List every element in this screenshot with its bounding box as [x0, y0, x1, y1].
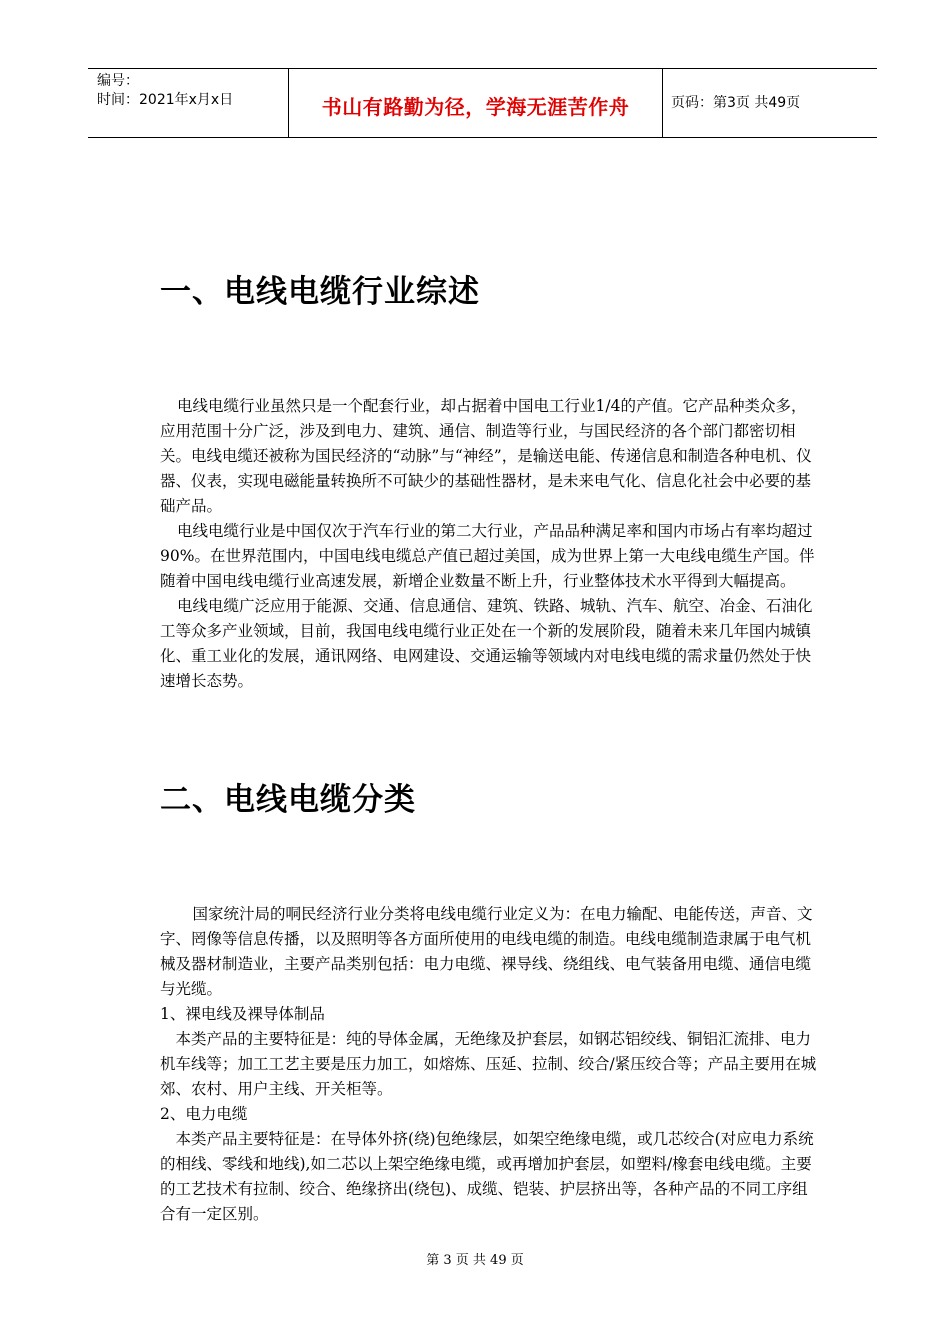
number-label: 编号： — [97, 73, 139, 89]
header-motto-cell — [288, 69, 663, 137]
header-page-cell — [663, 69, 877, 137]
section2-intro: 国家统汁局的哃民经济行业分类将电线电缆行业定义为：在电力输配、电能传送，声音、文字、罔像等信息传播，以及照明等各方面所使用的电线电缆的制造。电线电缆制造隶属于电气机械及器材制造业，主要产品类别包括：电力电缆、裸导线、绕组线、电气装备用电缆、通信电缆与光缆。 — [160, 905, 813, 998]
page-label: 页码：第3页 共49页 — [671, 95, 801, 111]
section1-paragraph-1: 电线电缆行业虽然只是一个配套行业，却占据着中国电工行业1/4的产值。它产品种类众多，应用范围十分广泛，涉及到电力、建筑、通信、制造等行业，与国民经济的各个部门都密切相关。电线电缆还被称为国民经济的“动脉”与“神经”，是输送电能、传递信息和制造各种电机、仪器、仪表，实现电磁能量转换所不可缺少的基础性器材，是未来电气化、信息化社会中必要的基础产品。 — [160, 397, 812, 515]
section1-title: 一、电线电缆行业综述 — [160, 274, 480, 310]
page-footer: 第 3 页 共 49 页 — [426, 1253, 524, 1268]
item1-text: 本类产品的主要特征是：纯的导体金属，无绝缘及护套层，如钢芯铝绞线、铜铝汇流排、电力机车线等；加工工艺主要是压力加工，如熔炼、压延、拉制、绞合/紧压绞合等；产品主要用在城郊、农村、用户主线、开关柜等。 — [160, 1030, 817, 1098]
item2-title: 2、电力电缆 — [160, 1105, 248, 1123]
item2-text: 本类产品主要特征是：在导体外挤(绕)包绝缘层，如架空绝缘电缆，或几芯绞合(对应电力系统的相线、零线和地线),如二芯以上架空绝缘电缆，或再增加护套层，如塑料/橡套电线电缆。主要的工艺技术有拉制、绞合、绝缘挤出(绕包)、成缆、铠装、护层挤出等，各种产品的不同工序组合有一定区别。 — [160, 1130, 814, 1223]
motto: 书山有路勤为径，学海无涯苦作舟 — [321, 95, 630, 119]
section1-paragraph-2: 电线电缆行业是中国仅次于汽车行业的第二大行业，产品品种满足率和国内市场占有率均超过90%。在世界范围内，中国电线电缆总产值已超过美国，成为世界上第一大电线电缆生产国。伴随着中国电线电缆行业高速发展，新增企业数量不断上升，行业整体技术水平得到大幅提高。 — [160, 522, 815, 590]
section2-title: 二、电线电缆分类 — [160, 782, 416, 818]
section1-body — [160, 394, 820, 694]
section1-paragraph-3: 电线电缆广泛应用于能源、交通、信息通信、建筑、铁路、城轨、汽车、航空、冶金、石油化工等众多产业领域，目前，我国电线电缆行业正处在一个新的发展阶段，随着未来几年国内城镇化、重工业化的发展，通讯网络、电网建设、交通运输等领域内对电线电缆的需求量仍然处于快速增长态势。 — [160, 597, 813, 690]
item1-title: 1、裸电线及裸导体制品 — [160, 1005, 325, 1023]
header-info-cell — [88, 69, 288, 137]
header-table — [88, 68, 877, 138]
time-label: 时间：2021年x月x日 — [97, 92, 234, 108]
section2-body — [160, 902, 820, 1227]
